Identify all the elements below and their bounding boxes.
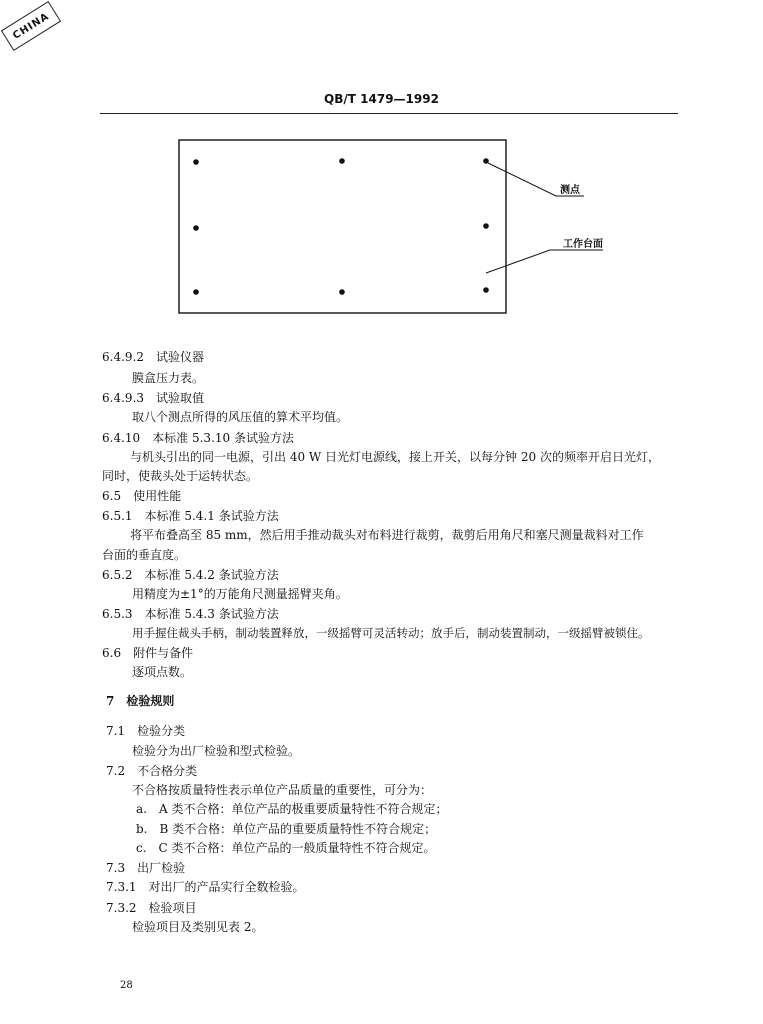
leader-line-surface [486, 250, 603, 273]
body-text: 检验项目及类别见表 2。 [132, 920, 264, 934]
measuring-point [483, 158, 489, 164]
worktable-rectangle [179, 140, 506, 313]
measurement-figure [0, 0, 763, 340]
body-text: 同时，使裁头处于运转状态。 [102, 469, 259, 483]
label-work-surface: 工作台面 [563, 239, 603, 250]
clause-heading: 6.5.2 本标准 5.4.2 条试验方法 [102, 568, 279, 582]
clause-heading: 6.4.10 本标准 5.3.10 条试验方法 [102, 431, 294, 445]
body-text: 逐项点数。 [132, 665, 193, 679]
list-item: c. C 类不合格：单位产品的一般质量特性不符合规定。 [136, 841, 436, 855]
list-item: a. A 类不合格：单位产品的极重要质量特性不符合规定； [136, 802, 448, 816]
measuring-point [339, 289, 345, 295]
clause-heading: 6.6 附件与备件 [102, 646, 194, 660]
body-text: 将平布叠高至 85 mm，然后用手推动裁头对布料进行裁剪，裁剪后用角尺和塞尺测量裁料对工作 [130, 528, 644, 542]
clause-heading: 7.3.1 对出厂的产品实行全数检验。 [106, 880, 305, 894]
body-text: 不合格按质量特性表示单位产品质量的重要性，可分为： [132, 783, 433, 797]
body-text: 用手握住裁头手柄，制动装置释放，一级摇臂可灵活转动；放手后，制动装置制动，一级摇臂被锁住。 [132, 626, 650, 640]
measuring-point [193, 159, 199, 165]
china-stamp: CHINA [1, 1, 61, 51]
body-text: 膜盒压力表。 [132, 371, 205, 385]
body-text: 与机头引出的同一电源，引出 40 W 日光灯电源线，接上开关，以每分钟 20 次的频率开启日光灯， [130, 450, 660, 464]
section-heading: 7 检验规则 [106, 694, 175, 708]
label-measuring-points: 测点 [560, 185, 580, 196]
measuring-point [193, 289, 199, 295]
clause-heading: 6.5 使用性能 [102, 489, 182, 503]
clause-heading: 7.2 不合格分类 [106, 764, 198, 778]
clause-heading: 7.1 检验分类 [106, 724, 186, 738]
body-text: 台面的垂直度。 [102, 548, 187, 562]
clause-heading: 6.4.9.3 试验取值 [102, 391, 204, 405]
clause-heading: 7.3.2 检验项目 [106, 901, 197, 915]
measuring-point [193, 225, 199, 231]
list-item: b. B 类不合格：单位产品的重要质量特性不符合规定； [136, 822, 437, 836]
clause-heading: 6.5.3 本标准 5.4.3 条试验方法 [102, 607, 279, 621]
clause-heading: 6.5.1 本标准 5.4.1 条试验方法 [102, 509, 279, 523]
standard-header: QB/T 1479—1992 [324, 92, 439, 106]
clause-heading: 6.4.9.2 试验仪器 [102, 350, 204, 364]
clause-heading: 7.3 出厂检验 [106, 861, 186, 875]
body-text: 用精度为±1°的万能角尺测量摇臂夹角。 [132, 587, 348, 601]
measuring-point [339, 158, 345, 164]
page-number: 28 [120, 980, 133, 991]
measuring-point [483, 223, 489, 229]
measuring-point [483, 287, 489, 293]
body-text: 检验分为出厂检验和型式检验。 [132, 744, 301, 758]
body-text: 取八个测点所得的风压值的算术平均值。 [132, 410, 349, 424]
